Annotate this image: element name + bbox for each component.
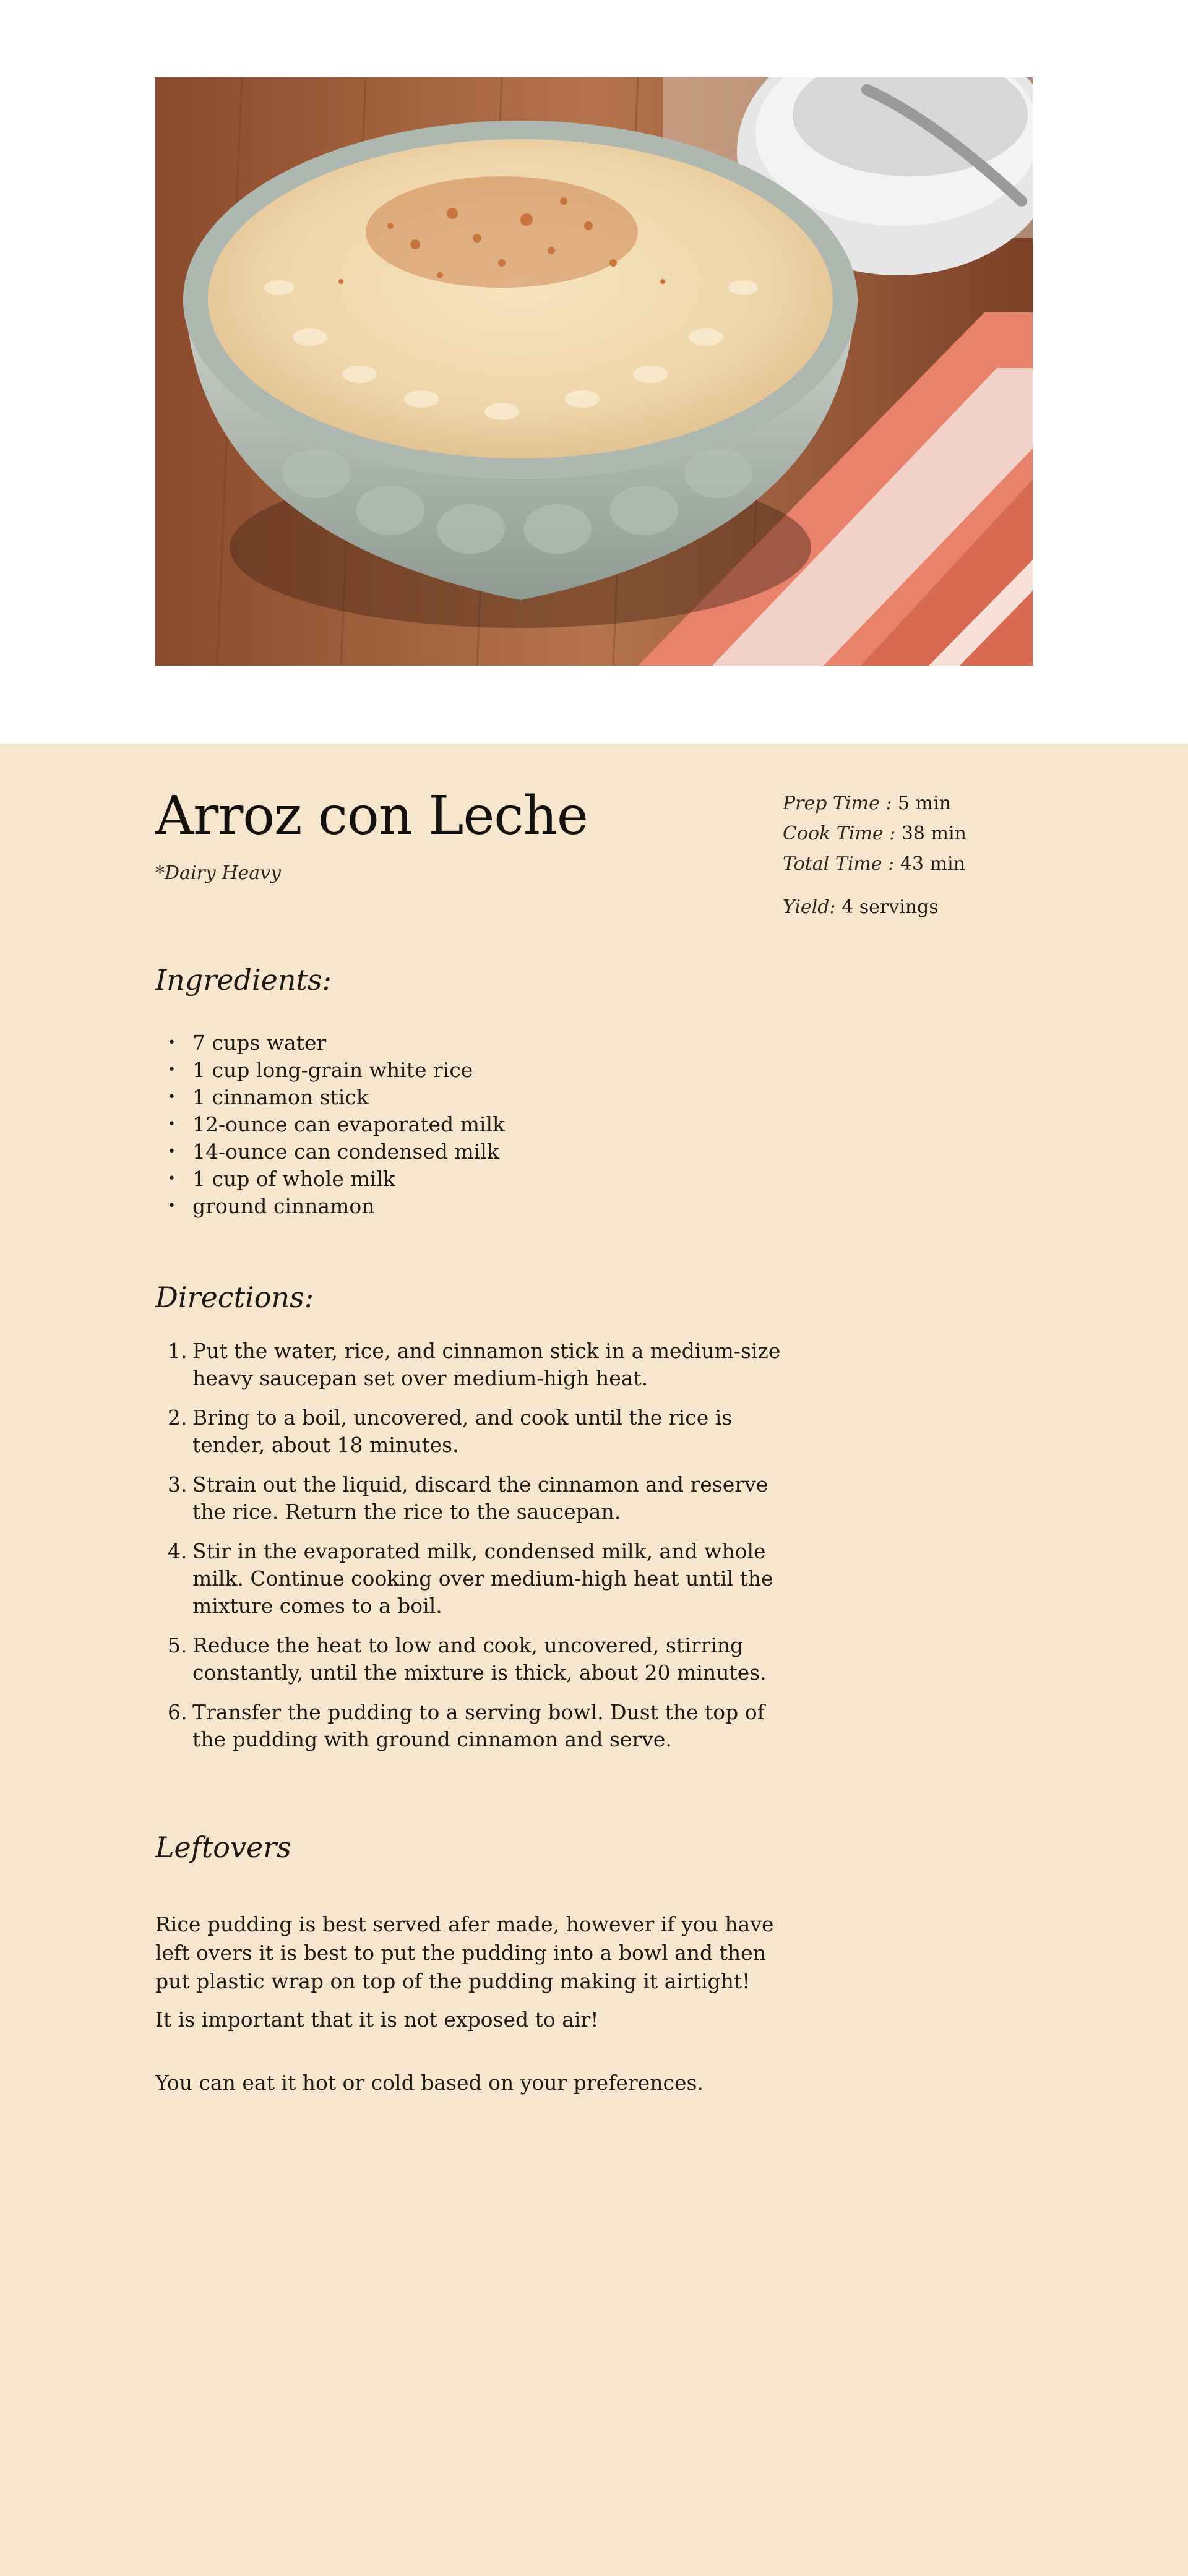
directions-heading: Directions: <box>155 1281 314 1314</box>
step-text: Bring to a boil, uncovered, and cook until the rice is tender, about 18 minutes. <box>192 1406 733 1457</box>
recipe-photo <box>155 77 1033 666</box>
ingredient-item: • 14-ounce can condensed milk <box>155 1138 505 1166</box>
step-text: Strain out the liquid, discard the cinnamon and reserve the rice. Return the rice to the saucepan. <box>192 1472 768 1524</box>
direction-step <box>155 1471 786 1526</box>
ingredient-item: • ground cinnamon <box>155 1193 505 1220</box>
total-time <box>783 849 966 879</box>
total-time-value: 43 min <box>900 853 965 875</box>
ingredients-heading: Ingredients: <box>155 963 332 997</box>
direction-step <box>155 1699 786 1753</box>
directions-list <box>155 1337 786 1766</box>
recipe-content <box>0 744 1188 2576</box>
cook-time-value: 38 min <box>901 823 966 844</box>
yield-value: 4 servings <box>842 896 939 918</box>
prep-time-value: 5 min <box>898 792 952 814</box>
step-number: 1. <box>168 1339 187 1363</box>
ingredients-list <box>155 1029 505 1220</box>
total-time-label: Total Time : <box>783 853 895 875</box>
ingredient-item: • 7 cups water <box>155 1029 505 1057</box>
direction-step <box>155 1337 786 1392</box>
ingredient-item: • 12-ounce can evaporated milk <box>155 1111 505 1138</box>
leftovers-paragraph: Rice pudding is best served afer made, however if you have left overs it is best to put the pudding into a bowl and then put plastic wrap on top of the pudding making it airtight! <box>155 1912 774 1993</box>
step-number: 5. <box>168 1633 187 1657</box>
step-text: Stir in the evaporated milk, condensed milk, and whole milk. Continue cooking over medium-high heat until the mixture comes to a boil. <box>192 1539 773 1618</box>
yield <box>783 892 966 922</box>
dietary-note: *Dairy Heavy <box>155 862 282 884</box>
cook-time <box>783 818 966 849</box>
step-number: 2. <box>168 1406 187 1430</box>
ingredient-item: • 1 cup long-grain white rice <box>155 1057 505 1084</box>
step-number: 4. <box>168 1539 187 1563</box>
hero-section <box>0 0 1188 744</box>
step-text: Transfer the pudding to a serving bowl. Dust the top of the pudding with ground cinnamon and serve. <box>192 1700 765 1751</box>
yield-label: Yield: <box>783 896 836 918</box>
direction-step <box>155 1632 786 1686</box>
direction-step <box>155 1538 786 1620</box>
ingredient-item: • 1 cinnamon stick <box>155 1084 505 1111</box>
step-number: 3. <box>168 1472 187 1496</box>
leftovers-heading: Leftovers <box>155 1831 291 1864</box>
step-text: Put the water, rice, and cinnamon stick in a medium-size heavy saucepan set over medium-high heat. <box>192 1339 781 1390</box>
leftovers-warning: It is important that it is not exposed to air! <box>155 2007 599 2032</box>
prep-time-label: Prep Time : <box>783 792 892 814</box>
recipe-meta <box>783 788 966 922</box>
prep-time <box>783 788 966 818</box>
step-text: Reduce the heat to low and cook, uncovered, stirring constantly, until the mixture is thick, about 20 minutes. <box>192 1633 767 1685</box>
leftovers-serving-note: You can eat it hot or cold based on your preferences. <box>155 2071 704 2095</box>
cook-time-label: Cook Time : <box>783 823 896 844</box>
direction-step <box>155 1404 786 1459</box>
recipe-title: Arroz con Leche <box>155 785 588 847</box>
step-number: 6. <box>168 1700 187 1724</box>
ingredient-item: • 1 cup of whole milk <box>155 1166 505 1193</box>
